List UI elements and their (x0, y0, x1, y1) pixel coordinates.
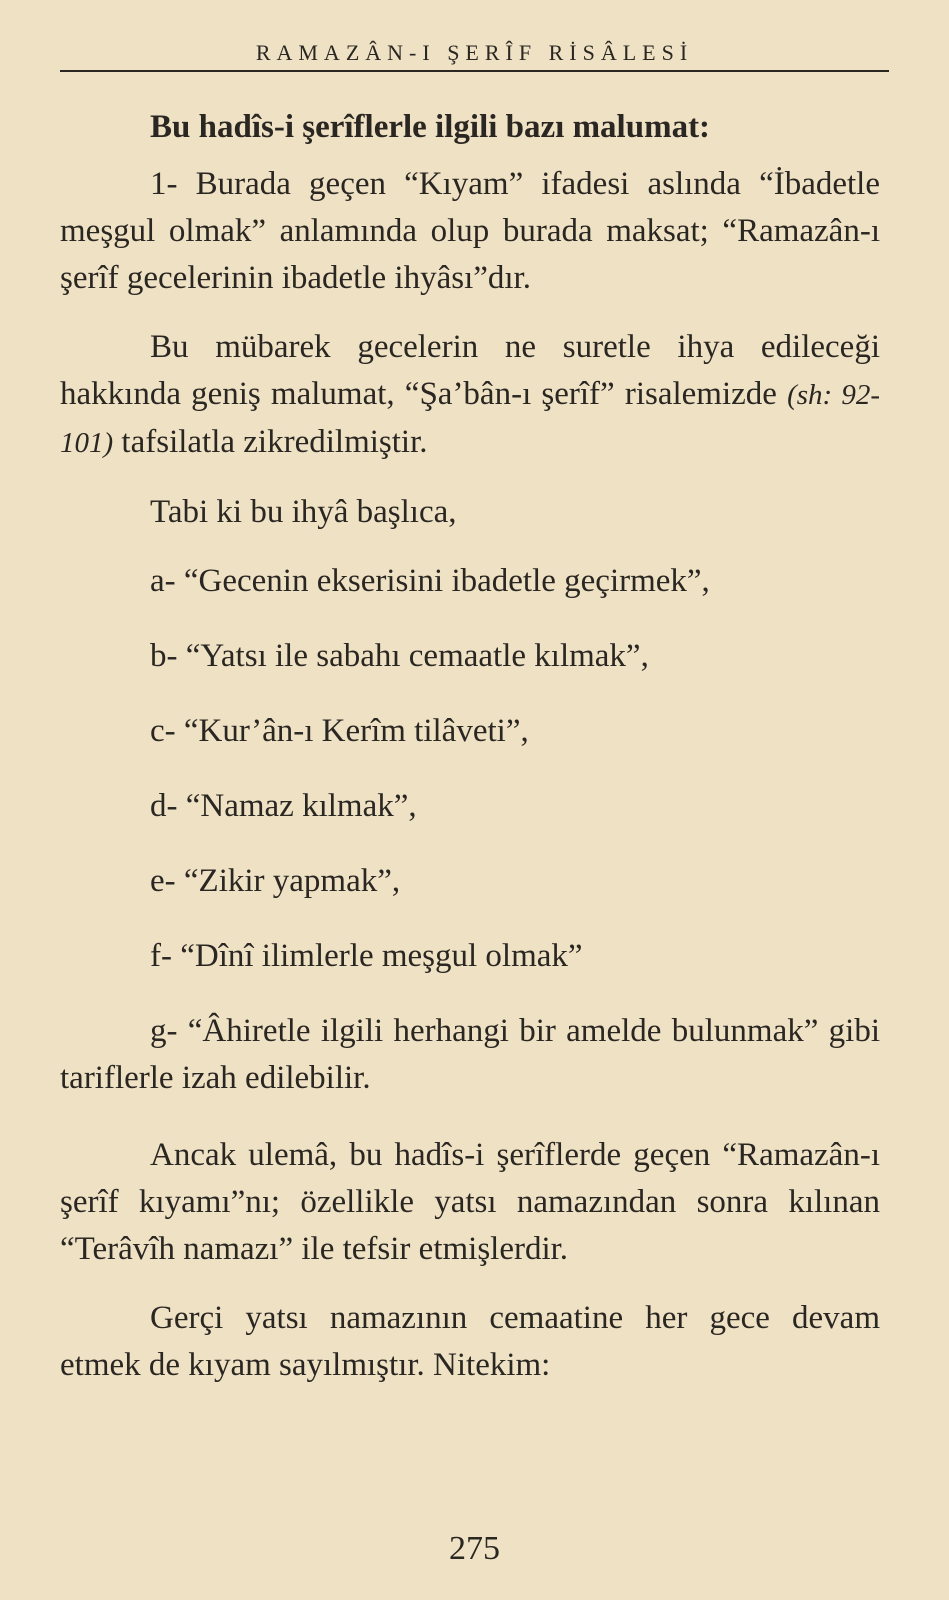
list-item-g: g- “Âhiretle ilgili herhangi bir amelde bulunmak” gibi tariflerle izah edilebilir. (60, 1013, 880, 1096)
running-header: RAMAZÂN-I ŞERÎF RİSÂLESİ (255, 40, 694, 65)
page-number: 275 (449, 1530, 500, 1567)
list-item-f: f- “Dînî ilimlerle meşgul olmak” (150, 938, 583, 974)
paragraph-2-text-before: Bu mübarek gecelerin ne suretle ihya edileceği hakkında geniş malumat, “Şa’bân-ı şerîf” risalemizde (60, 329, 880, 412)
paragraph-5: Gerçi yatsı namazının cemaatine her gece devam etmek de kıyam sayılmıştır. Nitekim: (60, 1300, 880, 1383)
paragraph-1: 1- Burada geçen “Kıyam” ifadesi aslında “İbadetle meşgul olmak” anlamında olup burada maksat; “Ramazân-ı şerîf gecelerinin ibadetle ihyâsı”dır. (60, 166, 880, 296)
body-text (60, 104, 880, 1411)
section-heading: Bu hadîs-i şerîflerle ilgili bazı malumat: (150, 109, 711, 145)
paragraph-2-text-after: tafsilatla zikredilmiştir. (113, 424, 428, 460)
page-reference: (sh: 92-101) (60, 379, 881, 459)
list-item-e: e- “Zikir yapmak”, (150, 863, 401, 899)
paragraph-2 (60, 324, 880, 467)
list-item-c: c- “Kur’ân-ı Kerîm tilâveti”, (150, 713, 529, 749)
header-rule (60, 70, 889, 72)
list-item-a: a- “Gecenin ekserisini ibadetle geçirmek”, (150, 563, 710, 599)
list-item-d: d- “Namaz kılmak”, (150, 788, 417, 824)
list-item-b: b- “Yatsı ile sabahı cemaatle kılmak”, (150, 638, 649, 674)
paragraph-4: Ancak ulemâ, bu hadîs-i şerîflerde geçen “Ramazân-ı şerîf kıyamı”nı; özellikle yatsı namazından sonra kılınan “Terâvîh namazı” ile tefsir etmişlerdir. (60, 1137, 880, 1267)
paragraph-3: Tabi ki bu ihyâ başlıca, (150, 494, 457, 530)
